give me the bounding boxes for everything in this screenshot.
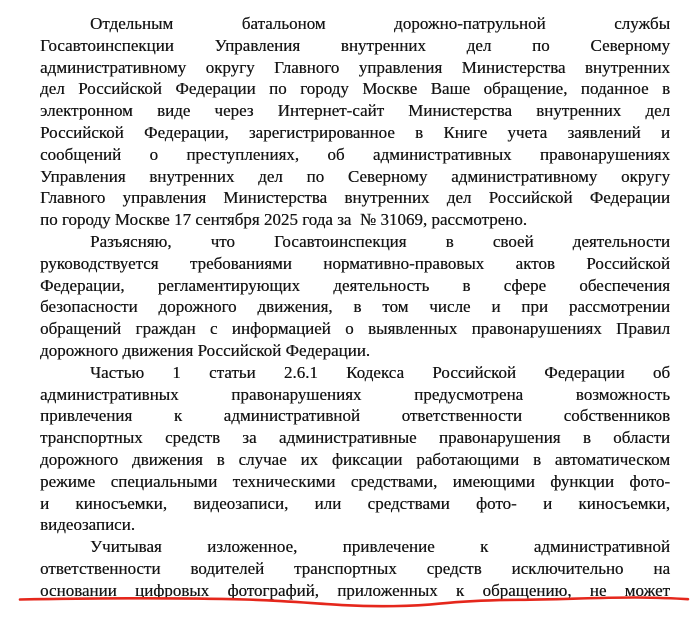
text-line: Учитывая изложенное, привлечение к административной <box>90 537 670 557</box>
text-line: безопасности дорожного движения, в том числе и при рассмотрении <box>40 297 670 317</box>
text-line: административных правонарушениях предусмотрена возможность <box>40 384 670 404</box>
text-line: дорожного движения в случае их фиксации работающими в автоматическом <box>40 449 670 469</box>
text-line: основании цифровых фотографий, приложенных к обращению, не может <box>40 580 670 600</box>
text-line: Российской Федерации, зарегистрированное в Книге учета заявлений и <box>40 122 670 142</box>
text-line: административному округу Главного управления Министерства внутренних <box>40 57 670 77</box>
text-line: Частью 1 статьи 2.6.1 Кодекса Российской Федерации об <box>90 362 670 382</box>
text-line: руководствуется требованиями нормативно-правовых актов Российской <box>40 253 670 273</box>
document-body <box>40 13 670 602</box>
text-line: Федерации, регламентирующих деятельность в сфере обеспечения <box>40 275 670 295</box>
text-line: дел Российской Федерации по городу Москве Ваше обращение, поданное в <box>40 79 670 99</box>
text-line: Управления внутренних дел по Северному административному округу <box>40 166 670 186</box>
text-line: Разъясняю, что Госавтоинспекция в своей деятельности <box>90 231 670 251</box>
text-line: привлечения к административной ответственности собственников <box>40 406 670 426</box>
text-line: обращений граждан с информацией о выявленных правонарушениях Правил <box>40 319 670 339</box>
text-line: дорожного движения Российской Федерации. <box>40 340 371 360</box>
text-line: режиме специальными техническими средствами, имеющими функции фото- <box>40 471 670 491</box>
text-line: и киносъемки, видеозаписи, или средствами фото- и киносъемки, <box>40 493 670 513</box>
text-line: транспортных средств за административные правонарушения в области <box>40 428 670 448</box>
text-line: видеозаписи. <box>40 515 135 535</box>
text-line: ответственности водителей транспортных средств исключительно на <box>40 558 670 578</box>
text-line: Главного управления Министерства внутренних дел Российской Федерации <box>40 188 670 208</box>
text-line: электронном виде через Интернет-сайт Министерства внутренних дел <box>40 101 670 121</box>
text-line: Отдельным батальоном дорожно-патрульной службы <box>90 14 670 33</box>
text-line: сообщений о преступлениях, об административных правонарушениях <box>40 144 670 164</box>
text-line: по городу Москве 17 сентября 2025 года за № 31069, рассмотрено. <box>40 210 528 230</box>
text-line: Госавтоинспекции Управления внутренних дел по Северному <box>40 35 670 55</box>
